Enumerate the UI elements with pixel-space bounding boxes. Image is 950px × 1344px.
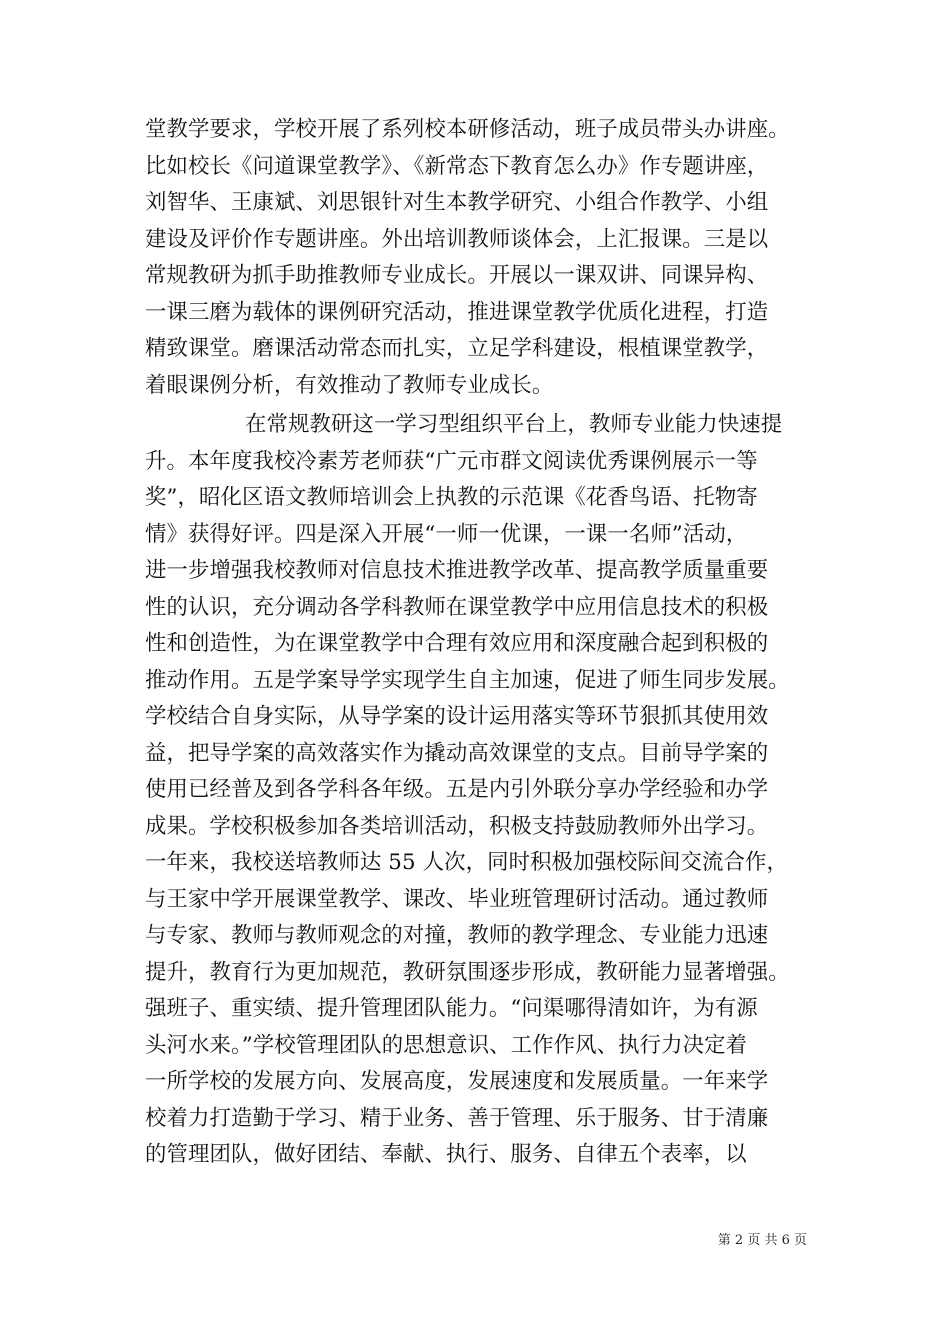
text-line: 性和创造性，为在课堂教学中合理有效应用和深度融合起到积极的 xyxy=(145,631,769,656)
text-line: 进一步增强我校教师对信息技术推进教学改革、提高教学质量重要 xyxy=(145,558,769,583)
text-line: 奖”，昭化区语文教师培训会上执教的示范课《花香鸟语、托物寄 xyxy=(145,485,758,510)
text-line: 常规教研为抓手助推教师专业成长。开展以一课双讲、同课异构、 xyxy=(145,263,769,288)
text-line: 头河水来。”学校管理团队的思想意识、工作作风、执行力决定着 xyxy=(145,1032,748,1058)
page-number-footer: 第 2 页 共 6 页 xyxy=(717,1233,807,1248)
text-line: 一所学校的发展方向、发展高度，发展速度和发展质量。一年来学 xyxy=(145,1069,769,1094)
text-line: 升。本年度我校冷素芳老师获“广元市群文阅读优秀课例展示一等 xyxy=(145,448,758,474)
text-line: 与王家中学开展课堂教学、课改、毕业班管理研讨活动。通过教师 xyxy=(145,886,769,912)
text-line: 一课三磨为载体的课例研究活动，推进课堂教学优质化进程，打造 xyxy=(145,299,769,325)
text-line: 的管理团队，做好团结、奉献、执行、服务、自律五个表率，以 xyxy=(145,1142,747,1167)
text-line: 堂教学要求，学校开展了系列校本研修活动，班子成员带头办讲座。 xyxy=(145,117,790,142)
text-line: 提升，教育行为更加规范，教研氛围逐步形成，教研能力显著增强。 xyxy=(145,959,790,985)
text-line: 比如校长《问道课堂教学》、《新常态下教育怎么办》作专题讲座， xyxy=(145,153,769,179)
text-line: 精致课堂。磨课活动常态而扎实，立足学科建设，根植课堂教学， xyxy=(145,336,769,361)
text-line: 与专家、教师与教师观念的对撞，教师的教学理念、专业能力迅速 xyxy=(145,923,769,948)
text-line: 着眼课例分析，有效推动了教师专业成长。 xyxy=(145,372,554,398)
text-line: 益，把导学案的高效落实作为撬动高效课堂的支点。目前导学案的 xyxy=(145,740,769,766)
text-line: 建设及评价作专题讲座。外出培训教师谈体会，上汇报课。三是以 xyxy=(145,226,769,252)
text-line: 推动作用。五是学案导学实现学生自主加速，促进了师生同步发展。 xyxy=(145,667,790,693)
text-line: 性的认识，充分调动各学科教师在课堂教学中应用信息技术的积极 xyxy=(145,594,769,620)
text-line: 强班子、重实绩、提升管理团队能力。“问渠哪得清如许，为有源 xyxy=(145,996,758,1021)
text-line: 刘智华、王康斌、刘思银针对生本教学研究、小组合作教学、小组 xyxy=(145,190,769,215)
paragraph-start-line: 在常规教研这一学习型组织平台上，教师专业能力快速提 xyxy=(245,412,783,437)
text-line: 一年来，我校送培教师达 55 人次，同时积极加强校际间交流合作， xyxy=(145,850,788,875)
text-line: 情》获得好评。四是深入开展“一师一优课，一课一名师”活动， xyxy=(145,521,748,547)
text-line: 成果。学校积极参加各类培训活动，积极支持鼓励教师外出学习。 xyxy=(145,813,769,839)
text-line: 校着力打造勤于学习、精于业务、善于管理、乐于服务、甘于清廉 xyxy=(145,1105,769,1131)
text-line: 学校结合自身实际，从导学案的设计运用落实等环节狠抓其使用效 xyxy=(145,704,769,729)
body-text xyxy=(145,112,825,1174)
text-line: 使用已经普及到各学科各年级。五是内引外联分享办学经验和办学 xyxy=(145,777,769,802)
